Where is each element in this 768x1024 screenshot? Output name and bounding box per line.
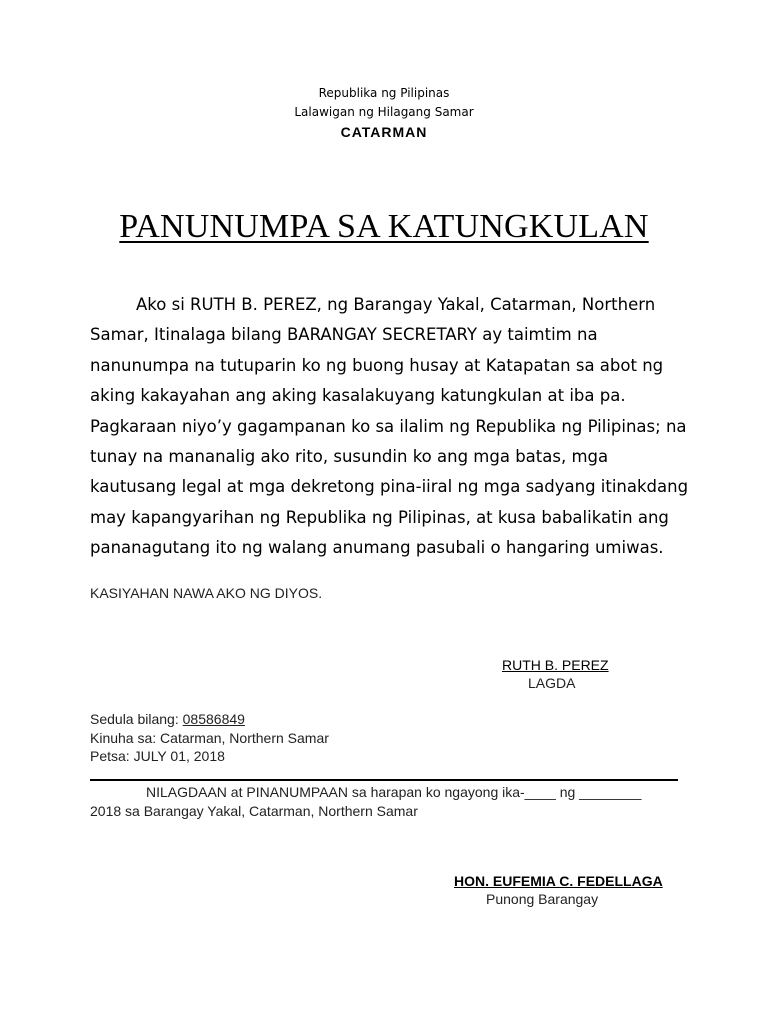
- officer-block: [454, 872, 663, 908]
- signer-name: RUTH B. PEREZ: [502, 657, 609, 673]
- signer-block: [502, 656, 609, 692]
- province-name: Lalawigan ng Hilagang Samar: [294, 105, 474, 119]
- document-title: PANUNUMPA SA KATUNGKULAN: [119, 208, 649, 245]
- cedula-number-line: [90, 710, 329, 729]
- officer-name: HON. EUFEMIA C. FEDELLAGA: [454, 873, 663, 889]
- sworn-line-1: NILAGDAAN at PINANUMPAAN sa harapan ko ngayong ika-____ ng ________: [146, 784, 642, 800]
- cedula-label: Sedula bilang:: [90, 711, 183, 727]
- sworn-line-2: 2018 sa Barangay Yakal, Catarman, Northern Samar: [90, 803, 418, 819]
- closing-line: KASIYAHAN NAWA AKO NG DIYOS.: [90, 585, 323, 601]
- signer-role: LAGDA: [528, 675, 576, 691]
- cedula-issued-at: Kinuha sa: Catarman, Northern Samar: [90, 729, 329, 746]
- officer-role: Punong Barangay: [486, 891, 599, 907]
- divider-line: [90, 779, 678, 781]
- document-header: [0, 84, 768, 142]
- cedula-date: Petsa: JULY 01, 2018: [90, 748, 225, 764]
- cedula-number: 08586849: [182, 711, 245, 727]
- sworn-statement: [90, 783, 690, 821]
- sworn-line-1-wrap: [90, 783, 690, 802]
- country-name: Republika ng Pilipinas: [318, 86, 450, 100]
- oath-text: Ako si RUTH B. PEREZ, ng Barangay Yakal, Catarman, Northern Samar, Itinalaga bilang BARANGAY SECRETARY ay taimtim na nanunumpa na tutuparin ko ng buong husay at Katapatan sa abot ng aking kakayahan ang aking kasalakuyang katungkulan at iba pa. Pagkaraan niyo’y gagampanan ko sa ilalim ng Republika ng Pilipinas; na tunay na mananalig ako rito, susundin ko ang mga batas, mga kautusang legal at mga dekretong pina-iiral ng mga sadyang itinakdang may kapangyarihan ng Republika ng Pilipinas, at kusa babalikatin ang pananagutang ito ng walang anumang pasubali o hangaring umiwas.: [90, 295, 689, 558]
- cedula-block: [90, 710, 329, 766]
- oath-paragraph: [90, 290, 690, 564]
- city-name: CATARMAN: [340, 124, 428, 140]
